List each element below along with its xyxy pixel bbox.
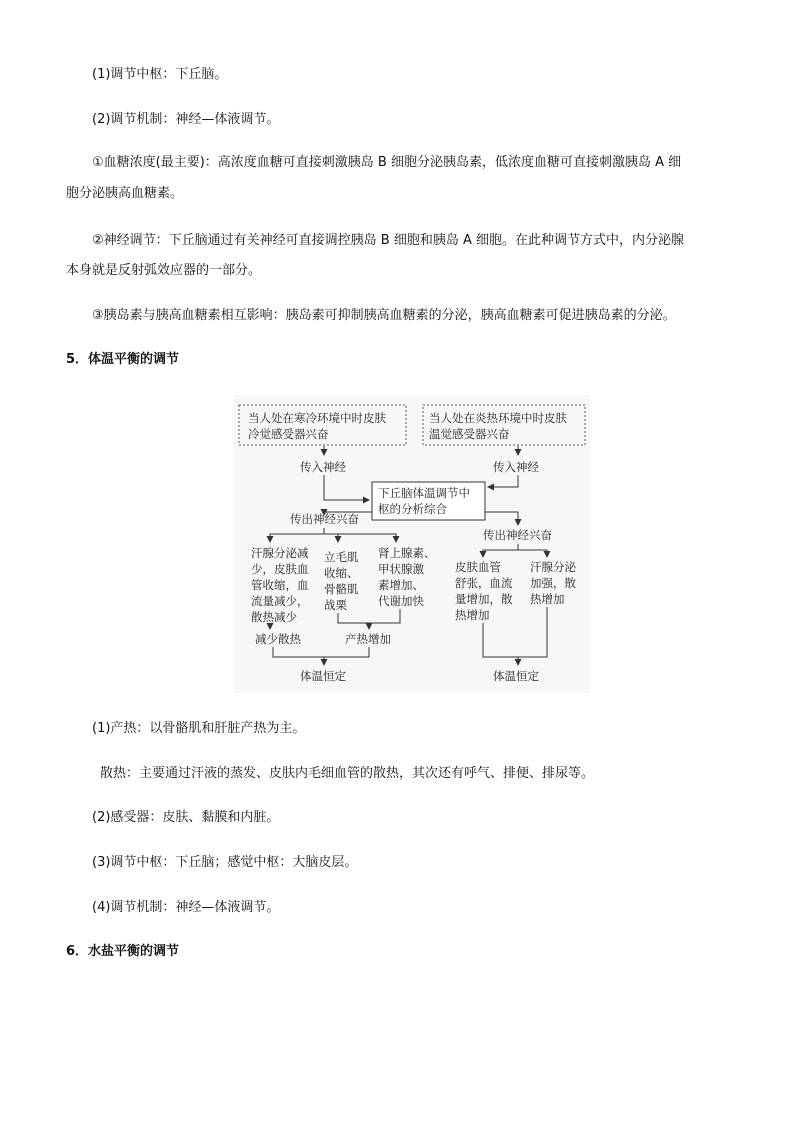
text-hormone-interaction: ③胰岛素与胰高血糖素相互影响：胰岛素可抑制胰高血糖素的分泌，胰高血糖素可促进胰岛素的分泌。 — [92, 308, 676, 323]
cold-hormone-line-3: 素增加、 — [378, 578, 424, 592]
efferent-right: 传出神经兴奋 — [483, 528, 552, 542]
cold-sweat-line-4: 流量减少， — [251, 594, 309, 608]
efferent-left: 传出神经兴奋 — [290, 512, 359, 526]
section-6-heading: 6．水盐平衡的调节 — [66, 944, 180, 959]
cold-hormone-line-1: 肾上腺素、 — [378, 546, 436, 560]
thermoregulation-svg — [233, 395, 591, 693]
temp-constant-left: 体温恒定 — [300, 669, 346, 683]
cold-sweat-line-3: 管收缩，血 — [251, 578, 309, 592]
hot-vessel-line-2: 舒张，血流 — [455, 576, 513, 590]
text-regulation-center: (1)调节中枢：下丘脑。 — [92, 67, 228, 82]
reduce-heat-loss: 减少散热 — [255, 632, 301, 646]
center-line-1: 下丘脑体温调节中 — [378, 486, 470, 500]
thermoregulation-diagram — [233, 395, 591, 693]
hot-env-line-2: 温觉感受器兴奋 — [429, 427, 510, 441]
cold-muscle-line-4: 战栗 — [324, 598, 347, 612]
increase-heat-production: 产热增加 — [345, 632, 391, 646]
cold-muscle-line-3: 骨骼肌 — [324, 582, 359, 596]
center-line-2: 枢的分析综合 — [378, 502, 447, 516]
hot-vessel-line-1: 皮肤血管 — [455, 560, 501, 574]
cold-muscle-line-1: 立毛肌 — [324, 550, 359, 564]
afferent-right: 传入神经 — [493, 460, 539, 474]
cold-sweat-line-1: 汗腺分泌减 — [251, 546, 309, 560]
cold-sweat-line-5: 散热减少 — [251, 610, 297, 624]
cold-hormone-line-2: 甲状腺激 — [378, 562, 424, 576]
text-heat-production: (1)产热：以骨骼肌和肝脏产热为主。 — [92, 721, 306, 736]
text-neural-regulation: ②神经调节：下丘脑通过有关神经可直接调控胰岛 B 细胞和胰岛 A 细胞。在此种调节方式中，内分泌腺 — [92, 233, 684, 248]
hot-sweat-line-1: 汗腺分泌 — [530, 560, 576, 574]
section-5-heading: 5．体温平衡的调节 — [66, 352, 180, 367]
cold-sweat-line-2: 少，皮肤血 — [251, 562, 309, 576]
cold-env-line-2: 冷觉感受器兴奋 — [248, 427, 329, 441]
afferent-left: 传入神经 — [300, 460, 346, 474]
hot-vessel-line-3: 量增加，散 — [455, 592, 513, 606]
text-receptors: (2)感受器：皮肤、黏膜和内脏。 — [92, 810, 280, 825]
cold-hormone-line-4: 代谢加快 — [378, 594, 424, 608]
text-blood-sugar-concentration-cont: 胞分泌胰高血糖素。 — [66, 186, 184, 201]
cold-env-line-1: 当人处在寒冷环境中时皮肤 — [248, 411, 386, 425]
cold-muscle-line-2: 收缩、 — [324, 566, 359, 580]
temp-constant-right: 体温恒定 — [493, 669, 539, 683]
hot-sweat-line-2: 加强，散 — [530, 576, 576, 590]
hot-vessel-line-4: 热增加 — [455, 608, 490, 622]
text-heat-dissipation: 散热：主要通过汗液的蒸发、皮肤内毛细血管的散热，其次还有呼气、排便、排尿等。 — [100, 766, 595, 781]
text-mechanism: (4)调节机制：神经—体液调节。 — [92, 900, 280, 915]
text-regulation-mechanism: (2)调节机制：神经—体液调节。 — [92, 112, 280, 127]
hot-env-line-1: 当人处在炎热环境中时皮肤 — [429, 411, 567, 425]
text-blood-sugar-concentration: ①血糖浓度(最主要)：高浓度血糖可直接刺激胰岛 B 细胞分泌胰岛素，低浓度血糖可直接刺激胰岛 A 细 — [92, 155, 682, 170]
text-neural-regulation-cont: 本身就是反射弧效应器的一部分。 — [66, 263, 262, 278]
hot-sweat-line-3: 热增加 — [530, 592, 565, 606]
text-centers: (3)调节中枢：下丘脑；感觉中枢：大脑皮层。 — [92, 855, 358, 870]
